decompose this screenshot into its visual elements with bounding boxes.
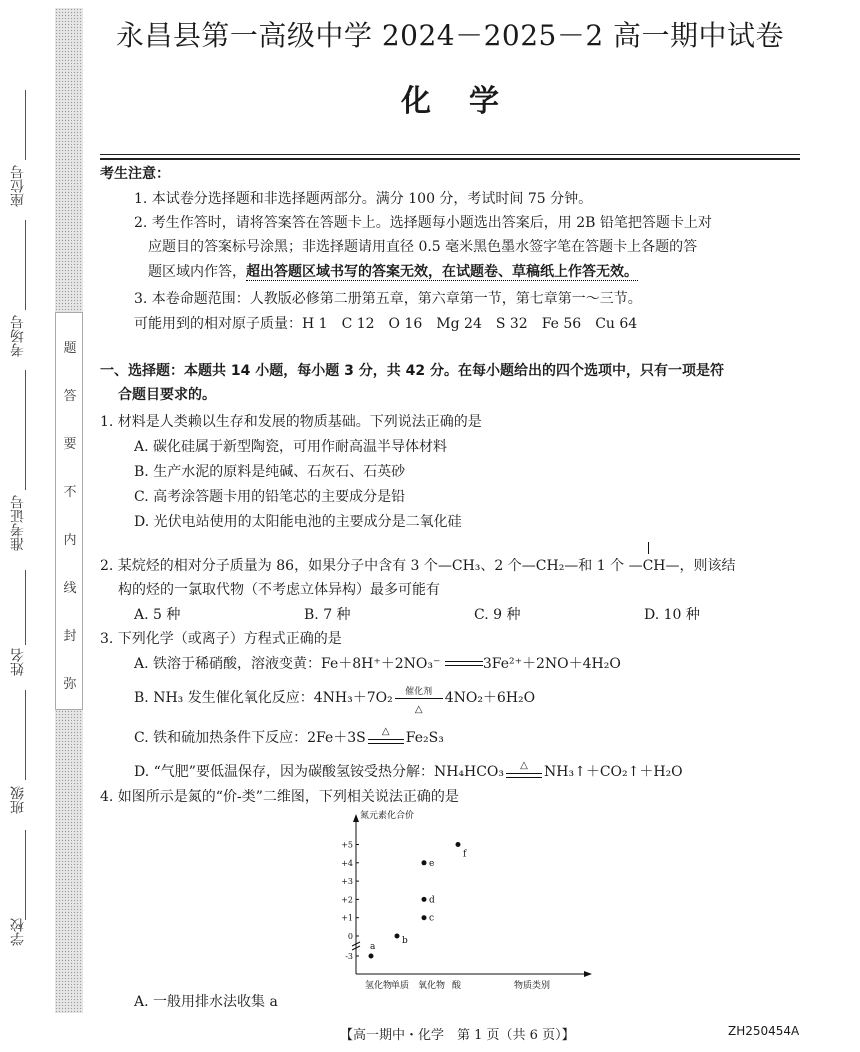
data-point-e bbox=[422, 860, 427, 865]
ticket-number-label: 准考证号 bbox=[10, 495, 26, 551]
option bbox=[134, 762, 683, 782]
data-point-label: e bbox=[429, 858, 435, 869]
equation-left: A. 铁溶于稀硝酸，溶液变黄：Fe＋8H⁺＋2NO₃⁻ bbox=[134, 656, 441, 672]
option bbox=[134, 654, 621, 674]
seal-char: 弥 bbox=[63, 677, 77, 692]
question-stem: 4. 如图所示是氮的“价-类”二维图，下列相关说法正确的是 bbox=[100, 789, 459, 805]
question-stem: 构的烃的一氯取代物（不考虑立体异构）最多可能有 bbox=[118, 582, 440, 598]
stem-text: —CH— bbox=[628, 558, 680, 574]
reaction-line bbox=[506, 777, 542, 778]
option: B. 7 种 bbox=[304, 607, 351, 623]
ch-group bbox=[629, 556, 680, 576]
reaction-line bbox=[506, 773, 542, 774]
exam-room-label: 考场号 bbox=[10, 315, 26, 357]
data-point-label: d bbox=[429, 895, 435, 906]
reaction-condition bbox=[393, 687, 445, 715]
fill-line bbox=[25, 570, 26, 645]
paper-code: ZH250454A bbox=[728, 1024, 800, 1038]
fill-line bbox=[25, 370, 26, 490]
data-point-label: b bbox=[402, 936, 408, 946]
data-point-c bbox=[422, 915, 427, 920]
heat-symbol: △ bbox=[414, 704, 423, 715]
data-point-b bbox=[395, 934, 400, 939]
section-heading: 一、选择题：本题共 14 小题，每小题 3 分，共 42 分。在每小题给出的四个选项中，只有一项是符 bbox=[100, 363, 724, 379]
data-point-label: a bbox=[370, 942, 376, 952]
heat-symbol: △ bbox=[381, 726, 390, 737]
y-tick-label: +2 bbox=[341, 895, 353, 905]
equation-right: NH₃↑＋CO₂↑＋H₂O bbox=[544, 764, 683, 780]
data-point-d bbox=[422, 897, 427, 902]
reaction-line bbox=[395, 698, 443, 699]
x-category-label: 单质 bbox=[391, 981, 410, 991]
exam-title: 永昌县第一高级中学 2024－2025－2 高一期中试卷 bbox=[115, 19, 785, 52]
y-tick-label: +5 bbox=[341, 840, 353, 850]
reaction-condition bbox=[504, 762, 544, 782]
notice-line: 3. 本卷命题范围：人教版必修第二册第五章，第六章第一节，第七章第一～三节。 bbox=[134, 291, 642, 307]
option: B. 生产水泥的原料是纯碱、石灰石、石英砂 bbox=[134, 464, 406, 480]
subject-title: 化学 bbox=[401, 84, 537, 119]
equation-left: C. 铁和硫加热条件下反应：2Fe＋3S bbox=[134, 730, 366, 746]
data-point-label: f bbox=[463, 849, 467, 860]
section-heading: 合题目要求的。 bbox=[118, 387, 216, 403]
page-footer: 【高一期中・化学 第 1 页（共 6 页）】 bbox=[340, 1028, 575, 1043]
class-label: 班级 bbox=[10, 786, 26, 814]
stem-text: 2. 某烷烃的相对分子质量为 86，如果分子中含有 3 个—CH₃、2 个—CH₂—和 1 个 bbox=[100, 558, 625, 574]
option: D. 光伏电站使用的太阳能电池的主要成分是二氧化硅 bbox=[134, 514, 462, 530]
x-category-label: 氢化物 bbox=[365, 981, 393, 991]
equals-sign bbox=[445, 659, 483, 669]
y-tick-label: 0 bbox=[347, 932, 353, 941]
name-label: 姓名 bbox=[10, 648, 26, 676]
seal-char: 不 bbox=[63, 485, 77, 500]
x-category-label: 酸 bbox=[452, 981, 462, 991]
notice-emphasis: 超出答题区域书写的答案无效，在试题卷、草稿纸上作答无效。 bbox=[246, 264, 638, 280]
notice-line: 应题目的答案标号涂黑；非选择题请用直径 0.5 毫米黑色墨水签字笔在答题卡上各题的答 bbox=[148, 239, 698, 255]
seal-char: 答 bbox=[63, 389, 77, 404]
seal-char: 封 bbox=[63, 629, 77, 644]
stem-text: ，则该结 bbox=[679, 558, 736, 574]
option: A. 5 种 bbox=[134, 607, 181, 623]
fill-line bbox=[25, 830, 26, 920]
y-tick-label: -3 bbox=[345, 952, 353, 961]
data-point-f bbox=[456, 842, 461, 847]
data-point-a bbox=[369, 954, 374, 959]
x-category-label: 氧化物 bbox=[418, 981, 446, 991]
notice-line bbox=[148, 262, 638, 282]
fill-line bbox=[25, 690, 26, 780]
header-rule bbox=[100, 158, 800, 160]
reaction-condition bbox=[366, 728, 406, 748]
notice-heading: 考生注意： bbox=[100, 166, 170, 182]
fill-line bbox=[25, 90, 26, 160]
equation-left: D. “气肥”要低温保存，因为碳酸氢铵受热分解：NH₄HCO₃ bbox=[134, 764, 505, 780]
notice-text: 题区域内作答， bbox=[148, 264, 246, 280]
school-label: 学校 bbox=[10, 918, 26, 946]
equation-right: 4NO₂＋6H₂O bbox=[444, 690, 536, 706]
notice-line: 2. 考生作答时，请将答案答在答题卡上。选择题每小题选出答案后，用 2B 铅笔把答题卡上对 bbox=[134, 215, 712, 231]
header-rule bbox=[100, 154, 800, 155]
y-tick-label: +4 bbox=[341, 858, 353, 868]
y-tick-label: +1 bbox=[341, 913, 353, 923]
x-axis-label: 物质类别 bbox=[514, 981, 551, 991]
seal-char: 要 bbox=[63, 437, 77, 452]
data-point-label: c bbox=[429, 913, 435, 924]
question-stem bbox=[100, 556, 736, 576]
seal-char: 题 bbox=[63, 341, 77, 356]
option bbox=[134, 728, 444, 748]
fill-line bbox=[25, 220, 26, 310]
question-stem: 3. 下列化学（或离子）方程式正确的是 bbox=[100, 631, 342, 647]
option: C. 9 种 bbox=[474, 607, 521, 623]
y-axis-label: 氮元素化合价 bbox=[360, 811, 415, 821]
seal-char: 内 bbox=[63, 533, 77, 548]
option: D. 10 种 bbox=[644, 607, 700, 623]
question-stem: 1. 材料是人类赖以生存和发展的物质基础。下列说法正确的是 bbox=[100, 414, 482, 430]
atomic-mass-line: 可能用到的相对原子质量：H 1 C 12 O 16 Mg 24 S 32 Fe 56 Cu 64 bbox=[134, 316, 638, 332]
bond-line bbox=[648, 542, 649, 554]
y-tick-label: +3 bbox=[341, 877, 353, 887]
option: A. 一般用排水法收集 a bbox=[134, 994, 278, 1010]
notice-line: 1. 本试卷分选择题和非选择题两部分。满分 100 分，考试时间 75 分钟。 bbox=[134, 191, 593, 207]
equation-right: 3Fe²⁺＋2NO＋4H₂O bbox=[482, 656, 621, 672]
seal-box bbox=[55, 312, 83, 710]
option: C. 高考涂答题卡用的铅笔芯的主要成分是铅 bbox=[134, 489, 406, 505]
reaction-line bbox=[368, 739, 404, 740]
option bbox=[134, 687, 536, 715]
y-axis-arrow bbox=[353, 814, 359, 822]
seal-char: 线 bbox=[63, 581, 77, 596]
heat-symbol: △ bbox=[520, 760, 528, 771]
nitrogen-valence-class-chart bbox=[336, 808, 596, 994]
catalyst-label: 催化剂 bbox=[405, 687, 433, 697]
equation-right: Fe₂S₃ bbox=[405, 730, 444, 746]
reaction-line bbox=[368, 743, 404, 744]
equation-left: B. NH₃ 发生催化氧化反应：4NH₃＋7O₂ bbox=[134, 690, 393, 706]
x-axis-arrow bbox=[584, 971, 592, 977]
seat-number-label: 座位号 bbox=[10, 165, 26, 207]
option: A. 碳化硅属于新型陶瓷，可用作耐高温半导体材料 bbox=[134, 439, 448, 455]
